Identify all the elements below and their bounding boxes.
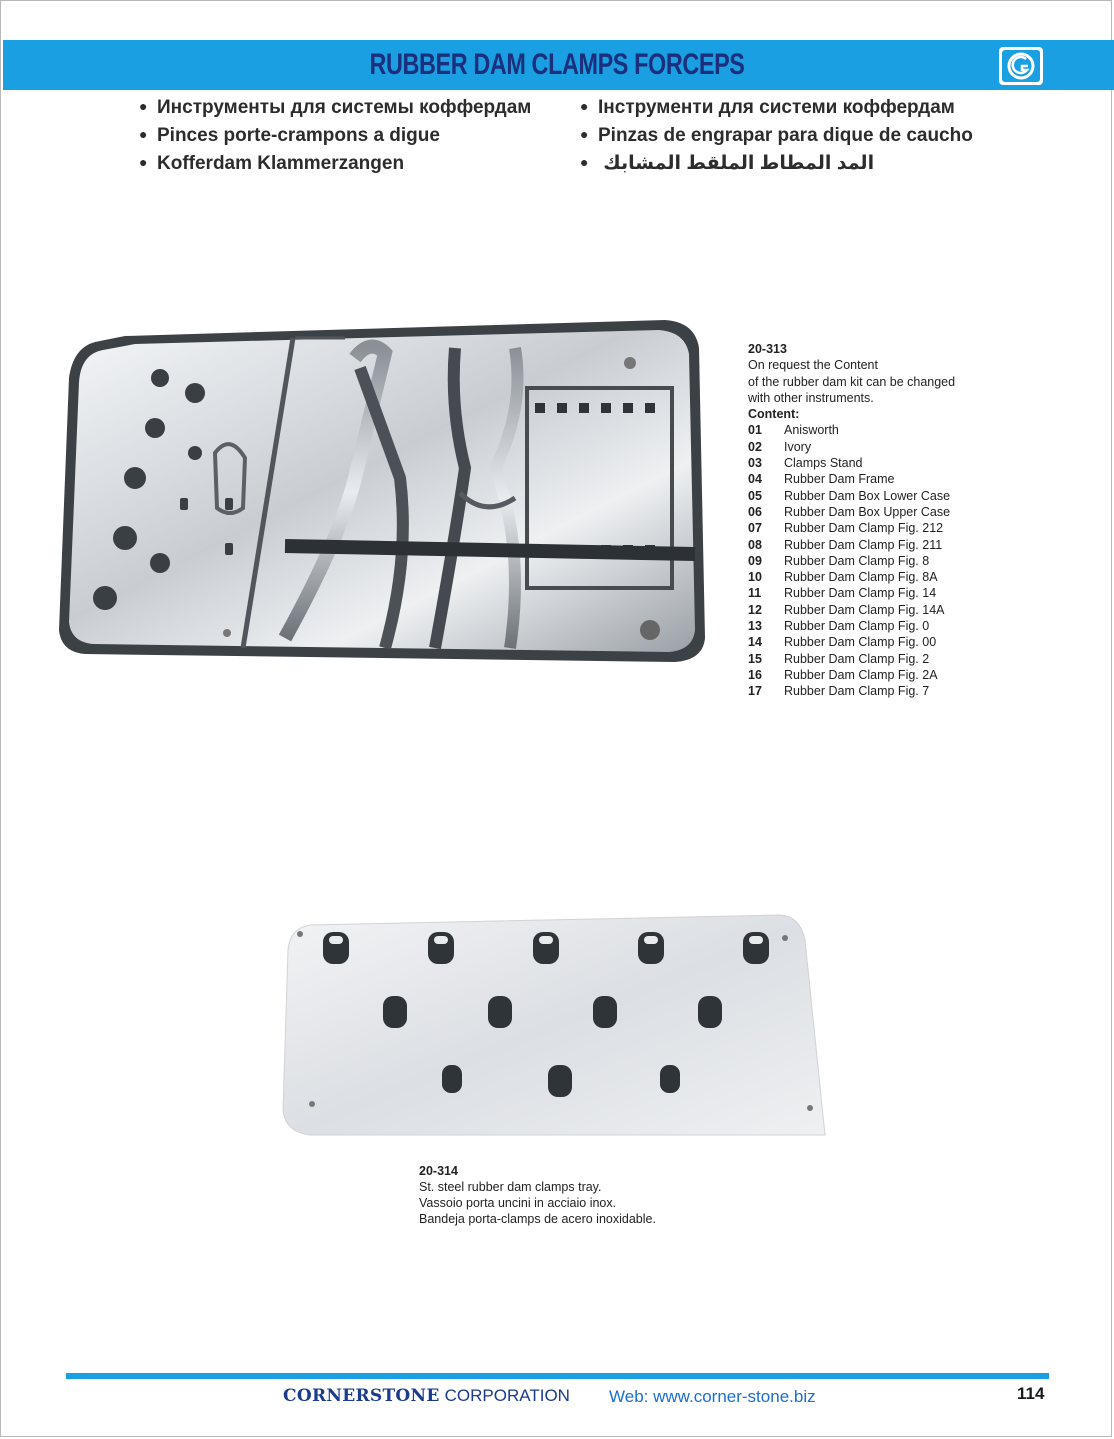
- product-20-314-info: [419, 1163, 656, 1227]
- product-20-313-info: [748, 341, 955, 700]
- bullet-item: ● Pinces porte-crampons a digue: [139, 125, 440, 146]
- cornerstone-logo-icon: [996, 45, 1046, 87]
- description-line: of the rubber dam kit can be changed: [748, 374, 956, 389]
- bullet-list-right: [580, 93, 973, 177]
- list-item: 07 Rubber Dam Clamp Fig. 212: [748, 521, 944, 536]
- content-label: Content:: [748, 407, 800, 422]
- product-code: 20-313: [748, 342, 787, 356]
- product-code: 20-314: [419, 1164, 458, 1178]
- page-number: 114: [1017, 1384, 1045, 1403]
- clamps-tray-image: [280, 910, 830, 1142]
- footer-website-link[interactable]: Web: www.corner-stone.biz: [609, 1387, 816, 1406]
- page-title: RUBBER DAM CLAMPS FORCEPS: [369, 48, 745, 81]
- list-item: 01 Anisworth: [748, 423, 839, 438]
- bullet-item: ● Инструменты для системы коффердам: [139, 97, 532, 118]
- list-item: 13 Rubber Dam Clamp Fig. 0: [748, 619, 930, 634]
- list-item: 04 Rubber Dam Frame: [748, 472, 895, 487]
- list-item: 02 Ivory: [748, 439, 812, 454]
- bullet-item: ● Kofferdam Klammerzangen: [139, 153, 405, 174]
- footer-company-name: [283, 1385, 570, 1406]
- description-line: Vassoio porta uncini in acciaio inox.: [419, 1196, 617, 1210]
- bullet-item: ● المد المطاط الملقط المشابك: [580, 153, 875, 174]
- list-item: 10 Rubber Dam Clamp Fig. 8A: [748, 570, 938, 585]
- bullet-item: ● Інструменти для системи коффердам: [580, 97, 955, 118]
- list-item: 05 Rubber Dam Box Lower Case: [748, 488, 951, 503]
- bullet-item: ● Pinzas de engrapar para dique de caucho: [580, 125, 973, 146]
- description-line: with other instruments.: [748, 390, 874, 405]
- list-item: 12 Rubber Dam Clamp Fig. 14A: [748, 602, 945, 617]
- list-item: 17 Rubber Dam Clamp Fig. 7: [748, 684, 930, 699]
- description-line: St. steel rubber dam clamps tray.: [419, 1180, 602, 1194]
- bullet-list-left: [139, 93, 531, 177]
- list-item: 15 Rubber Dam Clamp Fig. 2: [748, 651, 930, 666]
- rubber-dam-kit-image: [55, 318, 707, 668]
- description-line: On request the Content: [748, 358, 878, 373]
- footer-brand: CORNERSTONE: [283, 1386, 440, 1406]
- list-item: 06 Rubber Dam Box Upper Case: [748, 504, 951, 519]
- content-list: [748, 422, 955, 699]
- footer-divider: [66, 1373, 1049, 1379]
- description-line: Bandeja porta-clamps de acero inoxidable.: [419, 1212, 656, 1226]
- list-item: 08 Rubber Dam Clamp Fig. 211: [748, 537, 943, 552]
- list-item: 16 Rubber Dam Clamp Fig. 2A: [748, 667, 938, 682]
- list-item: 11 Rubber Dam Clamp Fig. 14: [748, 586, 937, 601]
- list-item: 14 Rubber Dam Clamp Fig. 00: [748, 635, 937, 650]
- list-item: 09 Rubber Dam Clamp Fig. 8: [748, 553, 930, 568]
- footer-corporation: CORPORATION: [444, 1386, 570, 1405]
- list-item: 03 Clamps Stand: [748, 456, 863, 471]
